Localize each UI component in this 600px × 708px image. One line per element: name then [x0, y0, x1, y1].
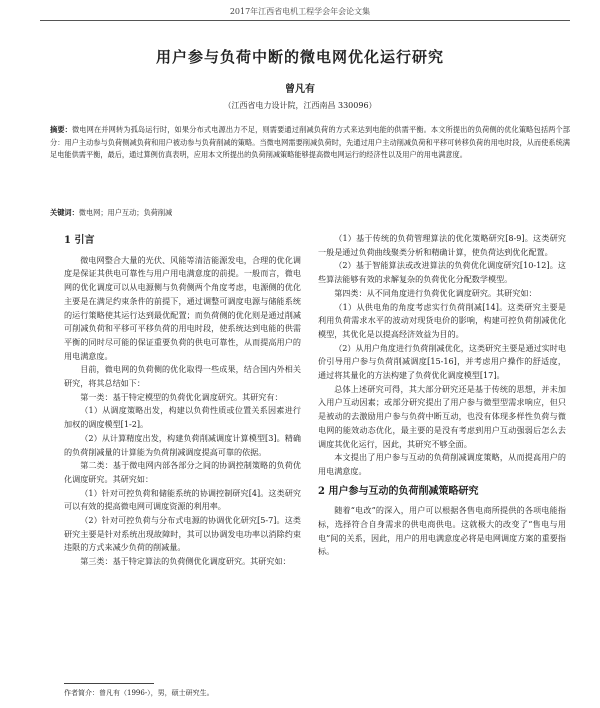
section-2-heading: 2 用户参与互动的负荷削减策略研究: [318, 485, 479, 497]
running-header: 2017年江西省电机工程学会年会论文集: [229, 7, 371, 16]
paragraph: （1）基于传统的负荷管理算法的优化策略研究[8-9]。这类研究一般是通过负荷曲线聚类分析和精确计算，使负荷达到优化配置。: [318, 233, 566, 257]
paragraph: （1）针对可控负荷和储能系统的协调控制研究[4]。这类研究可以有效的提高微电网可调度资源的利用率。: [64, 487, 301, 512]
paragraph: 第一类：基于特定模型的负荷优化调度研究。其研究有：: [80, 391, 283, 402]
affiliation: （江西省电力设计院，江西南昌 330096）: [223, 101, 377, 110]
abstract-label: 摘要：: [50, 125, 72, 134]
keywords-text: 微电网；用户互动；负荷削减: [78, 208, 173, 217]
paragraph: 随着“电改”的深入，用户可以根据各售电商所提供的各项电能指标，选择符合自身需求的供电商供电。这就极大的改变了“售电与用电”间的关系，因此，用户的用电满意度必将是电网调度方案的重要指标。: [318, 505, 566, 557]
author-footnote: 作者简介：曾凡有（1996-），男，硕士研究生。: [64, 689, 214, 697]
header-rule: [40, 20, 570, 21]
paragraph: （2）针对可控负荷与分布式电源的协调优化研究[5-7]。这类研究主要是针对系统出现故障时，其可以协调发电功率以消除约束违限的方式来减少负荷的削减量。: [64, 515, 301, 553]
paragraph: 微电网整合大量的光伏、风能等清洁能源发电，合理的优化调度是保证其供电可靠性与用户用电满意度的前提。一般而言，微电网的优化调度可以从电源侧与负荷侧两个角度考虑，电源侧的优化主要是在满足约束条件的前提下，通过调整可调度电源与储能系统的运行策略使其运行达到最优配置；而负荷侧的优化则是通过削减可削减负荷和平移可平移负荷的用电时段，使系统达到电能的供需平衡的同时尽可能的保证重要负荷的供电可靠性，从而提高用户的用电满意度。: [64, 254, 301, 361]
paragraph: （1）从调度策略出发，构建以负荷性质或位置关系因素进行加权的调度模型[1-2]。: [64, 405, 301, 430]
abstract: [50, 124, 570, 162]
section-1-heading: 1 引言: [64, 235, 95, 246]
footnote-rule: [64, 683, 154, 684]
paragraph: 第二类：基于微电网内部各部分之间的协调控制策略的负荷优化调度研究。其研究如：: [64, 460, 301, 484]
paragraph: 第三类：基于特定算法的负荷侧优化调度研究。其研究如：: [80, 556, 291, 567]
paragraph: （1）从供电角的角度考虑实行负荷削减[14]。这类研究主要是利用负荷需求水平的波动对现货电价的影响，构建可控负荷削减优化模型，其优化是以提高经济效益为目的。: [318, 301, 566, 339]
right-column: [318, 232, 566, 559]
paper-title: 用户参与负荷中断的微电网优化运行研究: [155, 48, 444, 66]
keywords-label: 关键词：: [50, 208, 79, 217]
paragraph: 第四类：从不同角度进行负荷优化调度研究。其研究如：: [334, 287, 537, 298]
left-column: [64, 232, 301, 569]
paragraph: （2）从计算精度出发，构建负荷削减调度计算模型[3]。精确的负荷削减量的计算能为负荷削减调度提高可靠的依据。: [64, 432, 301, 457]
paragraph: （2）基于智能算法或改进算法的负荷优化调度研究[10-12]。这些算法能够有效的求解复杂的负荷优化分配数学模型。: [318, 260, 566, 285]
author-name: 曾凡有: [285, 84, 315, 95]
paragraph: 本文提出了用户参与互动的负荷削减调度策略，从而提高用户的用电满意度。: [318, 452, 566, 476]
paragraph: 总体上述研究可得，其大部分研究还是基于传统的思想，并未加入用户互动因素；或部分研究提出了用户参与微型型需求响应，但只是被动的去激励用户参与负荷中断互动，也没有体现多样性负荷与微电网的能效动态优化，最主要的是没有考虑到用户互动强弱后怎么去调度其优化运行，因此，其研究不够全面。: [318, 383, 566, 449]
paragraph: （2）从用户角度进行负荷削减优化，这类研究主要是通过实时电价引导用户参与负荷削减调度[15-16]，并考虑用户操作的舒适度，通过将其量化的方法构建了负荷优化调度模型[17]。: [318, 342, 566, 381]
paragraph: 目前，微电网的负荷侧的优化取得一些成果，结合国内外相关研究，将其总结如下：: [64, 364, 301, 389]
keywords: [50, 208, 570, 218]
abstract-text: 微电网在并网转为孤岛运行时，如果分布式电源出力不足，则需要通过削减负荷的方式来达到电能的供需平衡。本文所提出的负荷侧的优化策略包括两个部分：用户主动参与负荷侧减负荷和用户被动参与负荷削减的策略。当微电网需要削减负荷时，先通过用户主动削减负荷和平移可转移负荷的用电时段，从而使系统满足电能供需平衡，最后，通过算例仿真表明，应用本文所提出的负荷削减策略能够提高微电网运行的经济性以及用户的用电满意度。: [50, 125, 570, 160]
